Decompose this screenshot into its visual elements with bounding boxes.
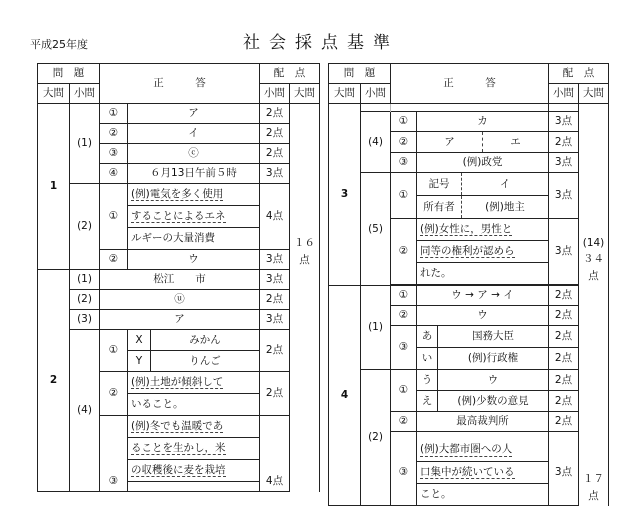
header-sho-ten-right: 小問 — [549, 84, 579, 104]
q3-gap-a — [361, 104, 391, 112]
header-dai: 大問 — [38, 84, 70, 104]
q4-total — [579, 286, 609, 506]
q3-4-3-num: ③ — [391, 153, 417, 173]
q4-1-3-num: ③ — [391, 326, 417, 370]
q2-4-3-overflow — [128, 482, 260, 492]
q4-1-1-score: 2点 — [549, 286, 579, 306]
q1-2-2-num: ② — [100, 250, 128, 270]
q1-2-1-line1 — [128, 184, 260, 206]
q2-2-answer: ⓤ — [100, 290, 260, 310]
q4-gap-b — [417, 432, 549, 440]
q4-1-1-answer: ウ → ア → イ — [417, 286, 549, 306]
q1-1-1-num: ① — [100, 104, 128, 124]
q4-2-1-num: ① — [391, 370, 417, 412]
q1-1-3-num: ③ — [100, 144, 128, 164]
q2-part2: (2) — [70, 290, 100, 310]
q1-part2: (2) — [70, 184, 100, 270]
q4-1-3-score1: 2点 — [549, 326, 579, 348]
q3-5-1-value1: イ — [499, 177, 511, 190]
right-scoring-table — [328, 63, 609, 506]
page-title: 社会採点基準 — [243, 33, 399, 53]
q4-1-3-key2: い — [417, 348, 438, 369]
q1-2-1-score: 4点 — [260, 184, 290, 250]
q4-gap-c — [549, 432, 579, 440]
q2-3-score: 3点 — [260, 310, 290, 330]
q3-5-2-line3 — [417, 263, 549, 285]
q2-4-2-text1: (例)土地が傾斜して — [131, 375, 224, 388]
q4-2-1-row2 — [417, 391, 549, 412]
q4-2-1-row1 — [417, 370, 549, 391]
fiscal-year: 平成25年度 — [30, 38, 88, 51]
q2-4-2-text2: いること。 — [131, 398, 184, 411]
header-mondai-right: 問 題 — [329, 64, 391, 84]
q3-5-2-line1 — [417, 219, 549, 241]
q2-label: 2 — [38, 270, 70, 492]
q1-1-3-answer: ⓒ — [128, 144, 260, 164]
q4-2-3-num: ③ — [391, 440, 417, 506]
q3-4-1-num: ① — [391, 112, 417, 132]
q3-gap-b — [391, 104, 549, 112]
q4-2-1-score1: 2点 — [549, 370, 579, 391]
header-dai-ten-right: 大問 — [579, 84, 609, 104]
q1-total-value: １６ — [294, 237, 315, 250]
header-seitou-right: 正 答 — [391, 64, 549, 104]
q4-2-2-num: ② — [391, 412, 417, 432]
q4-gap-a — [391, 432, 417, 440]
q1-1-4-answer: ６月13日午前５時 — [128, 164, 260, 184]
q3-5-1-score: 3点 — [549, 173, 579, 219]
q2-4-3-text1: (例)冬でも温暖であ — [131, 419, 224, 432]
q1-2-1-text2: することによるエネ — [131, 209, 226, 222]
q1-1-2-answer: イ — [128, 124, 260, 144]
q1-label: 1 — [38, 104, 70, 270]
q3-part4: (4) — [361, 112, 391, 173]
header-dai-ten: 大問 — [290, 84, 320, 104]
q2-4-1-score: 2点 — [260, 330, 290, 372]
q4-2-2-score: 2点 — [549, 412, 579, 432]
q1-2-2-answer: ウ — [128, 250, 260, 270]
q3-5-2-line2 — [417, 241, 549, 263]
q4-label: 4 — [329, 286, 361, 506]
q2-4-3-line2 — [128, 438, 260, 460]
q4-2-3-line2 — [417, 462, 549, 484]
q2-4-1-y-key: Y — [128, 351, 151, 371]
q2-part4: (4) — [70, 330, 100, 492]
q3-total — [579, 104, 609, 286]
q2-1-score: 3点 — [260, 270, 290, 290]
q4-2-1-value1: ウ — [487, 373, 499, 386]
q2-part3: (3) — [70, 310, 100, 330]
q4-2-3-score: 3点 — [549, 440, 579, 506]
q4-1-3-value2: (例)行政権 — [467, 352, 519, 365]
q2-4-1-y-value: りんご — [189, 354, 221, 367]
q4-1-2-answer: ウ — [417, 306, 549, 326]
q1-total — [290, 104, 320, 270]
q1-1-1-answer: ア — [128, 104, 260, 124]
q2-4-1-x-cell — [128, 330, 260, 351]
q3-4-2-answer2: エ — [510, 135, 521, 148]
q2-3-answer: ア — [100, 310, 260, 330]
q3-5-1-key1: 記号 — [417, 173, 462, 195]
q3-5-1-num: ① — [391, 173, 417, 219]
q2-4-3-text2: ることを生かし，米 — [131, 441, 226, 454]
q4-total-value: １７ — [583, 473, 604, 486]
q4-part1: (1) — [361, 286, 391, 370]
q4-1-2-num: ② — [391, 306, 417, 326]
q3-4-3-score: 3点 — [549, 153, 579, 173]
q3-total-sub: (14) — [582, 236, 605, 249]
q3-5-1-row2 — [417, 196, 549, 219]
q2-4-2-line1 — [128, 372, 260, 394]
q4-2-3-text2: 口集中が続いている — [420, 465, 515, 478]
q4-2-1-key1: う — [417, 370, 438, 390]
q2-4-2-line2 — [128, 394, 260, 416]
header-mondai: 問 題 — [38, 64, 100, 84]
q1-1-2-score: 2点 — [260, 124, 290, 144]
q2-4-1-x-key: X — [128, 330, 151, 350]
q1-2-1-text1: (例)電気を多く使用 — [131, 187, 224, 200]
q1-1-4-num: ④ — [100, 164, 128, 184]
q2-4-3-text3: の収穫後に麦を栽培 — [131, 463, 226, 476]
q3-5-1-key2: 所有者 — [417, 196, 462, 218]
q4-2-2-answer: 最高裁判所 — [417, 412, 549, 432]
q1-total-unit: 点 — [299, 253, 310, 266]
q1-2-2-score: 3点 — [260, 250, 290, 270]
q3-4-1-score: 3点 — [549, 112, 579, 132]
q4-1-3-key1: あ — [417, 326, 438, 347]
q2-4-2-num: ② — [100, 372, 128, 416]
q1-1-2-num: ② — [100, 124, 128, 144]
q3-total-value: ３４ — [583, 253, 604, 266]
header-sho-right: 小問 — [361, 84, 391, 104]
q4-2-1-key2: え — [417, 391, 438, 411]
q3-4-1-answer: カ — [417, 112, 549, 132]
q4-2-1-value2: (例)少数の意見 — [457, 394, 529, 407]
q3-5-2-text3: れた。 — [420, 267, 452, 280]
q2-4-1-y-cell — [128, 351, 260, 372]
q3-5-2-num: ② — [391, 219, 417, 285]
q3-5-2-score: 3点 — [549, 219, 579, 285]
q3-5-2-text2: 同等の権利が認めら — [420, 244, 515, 257]
q4-2-3-line3 — [417, 484, 549, 506]
q3-5-1-value2: (例)地主 — [485, 200, 525, 213]
header-dai-right: 大問 — [329, 84, 361, 104]
q2-4-1-x-value: みかん — [189, 333, 221, 346]
q4-2-3-line1 — [417, 440, 549, 462]
q1-2-1-line3 — [128, 228, 260, 250]
q1-2-1-text3: ルギーの大量消費 — [131, 232, 215, 245]
q2-4-3-line1 — [128, 416, 260, 438]
q1-1-4-score: 3点 — [260, 164, 290, 184]
q2-2-score: 2点 — [260, 290, 290, 310]
q3-gap-c — [549, 104, 579, 112]
q2-4-2-score: 2点 — [260, 372, 290, 416]
q2-1-answer: 松江 市 — [100, 270, 260, 290]
q2-4-3-num: ③ — [100, 416, 128, 492]
q4-1-1-num: ① — [391, 286, 417, 306]
q3-4-2-num: ② — [391, 132, 417, 153]
q4-part2: (2) — [361, 370, 391, 506]
q4-1-2-score: 2点 — [549, 306, 579, 326]
q4-1-3-score2: 2点 — [549, 348, 579, 370]
q3-4-2-cell — [417, 132, 549, 153]
q1-2-1-line2 — [128, 206, 260, 228]
q2-4-3-line3 — [128, 460, 260, 482]
header-seitou: 正 答 — [100, 64, 260, 104]
q3-part5: (5) — [361, 173, 391, 286]
q4-total-unit: 点 — [588, 489, 599, 502]
q2-part1: (1) — [70, 270, 100, 290]
q4-2-1-score2: 2点 — [549, 391, 579, 412]
q4-1-3-row1 — [417, 326, 549, 348]
q4-1-3-row2 — [417, 348, 549, 370]
q2-4-1-num: ① — [100, 330, 128, 372]
q1-1-3-score: 2点 — [260, 144, 290, 164]
q2-total — [290, 270, 320, 492]
q3-5-2-text1: (例)女性に，男性と — [420, 222, 513, 235]
header-haiten-right: 配 点 — [549, 64, 609, 84]
left-scoring-table — [37, 63, 320, 492]
q4-2-3-text3: こと。 — [420, 488, 452, 501]
q3-4-2-score: 2点 — [549, 132, 579, 153]
q1-part1: (1) — [70, 104, 100, 184]
header-sho: 小問 — [70, 84, 100, 104]
header-haiten: 配 点 — [260, 64, 320, 84]
q1-1-1-score: 2点 — [260, 104, 290, 124]
q4-2-3-text1: (例)大都市圏への人 — [420, 443, 513, 456]
q3-label: 3 — [329, 104, 361, 286]
q4-1-3-value1: 国務大臣 — [472, 330, 514, 343]
q3-4-3-answer: (例)政党 — [417, 153, 549, 173]
header-sho-ten: 小問 — [260, 84, 290, 104]
q3-4-2-answer1: ア — [417, 132, 483, 152]
q1-2-1-num: ① — [100, 184, 128, 250]
q3-total-unit: 点 — [588, 269, 599, 282]
q2-4-3-score: 4点 — [260, 416, 290, 492]
q3-5-1-row1 — [417, 173, 549, 196]
